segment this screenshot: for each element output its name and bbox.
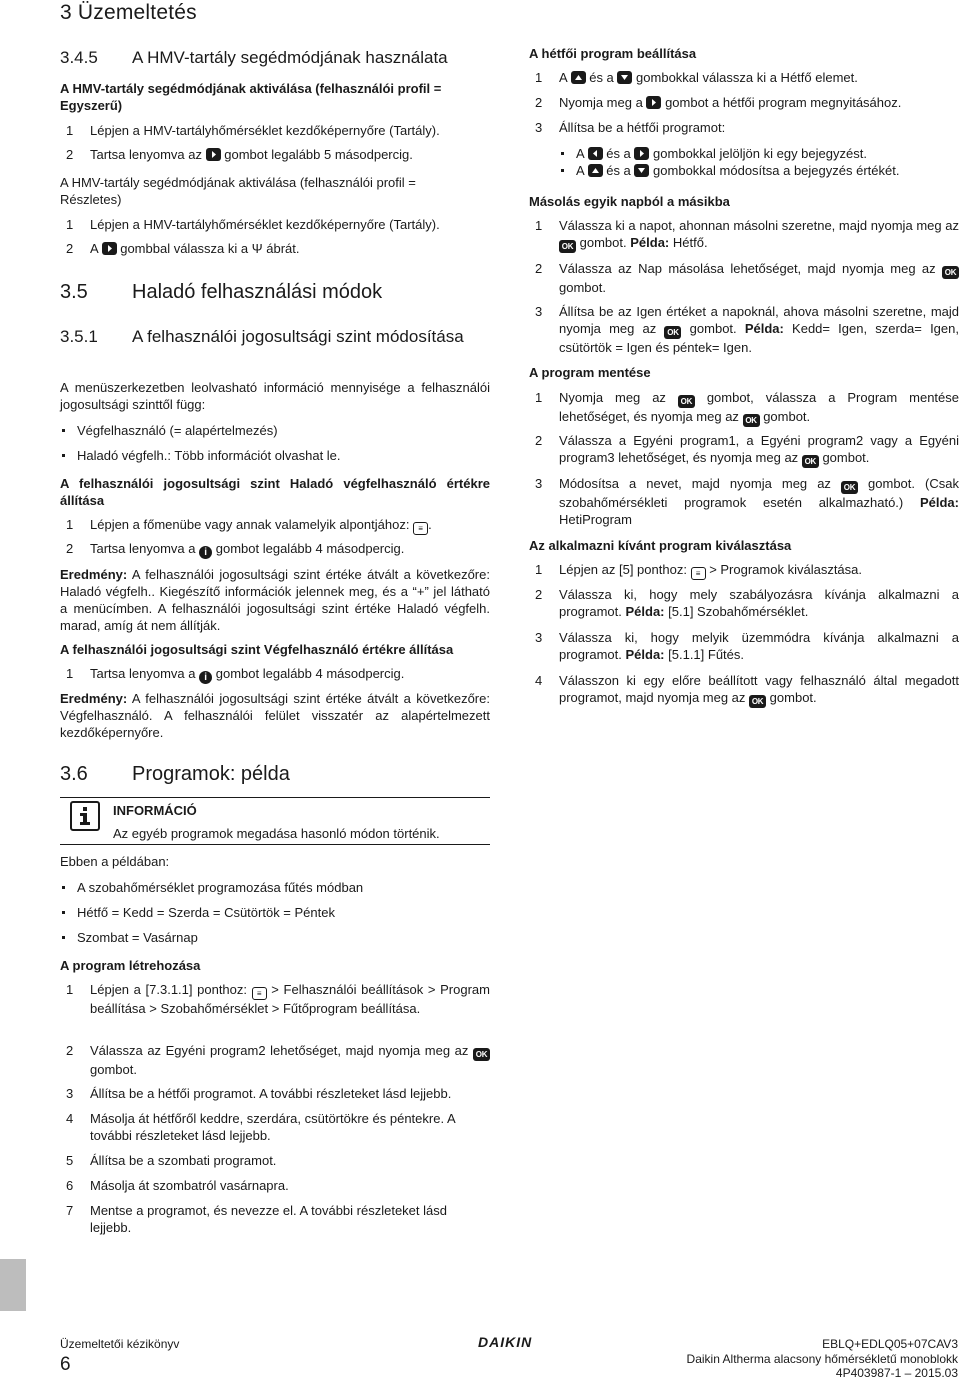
bullet-item: A szobahőmérséklet programozása fűtés módban [60,879,497,896]
step: 2 Válassza az Egyéni program2 lehetőséget, majd nyomja meg az OK gombot. [60,1042,490,1078]
step: 2 Tartsa lenyomva az gombot legalább 5 másodpercig. [66,147,413,162]
result-paragraph: Eredmény: A felhasználói jogosultsági szint értéke átvált a következőre: Végfelhasználó. A felhasználói felület visszatér az alapértelmezett kezdőképernyőre. [60,691,490,740]
step: 4 Válasszon ki egy előre beállított vagy felhasználó által megadott programot, majd nyomja meg az OK gombot. [535,673,959,706]
subheading: A hétfői program beállítása [529,46,697,61]
subheading: A program mentése [529,365,651,380]
subheading: A felhasználói jogosultsági szint Végfelhasználó értékre állítása [60,642,454,657]
subheading: A HMV-tartály segédmódjának aktiválása (felhasználói profil = Egyszerű) [60,81,442,113]
step: 3 Állítsa be az Igen értéket a napoknál, ahova másolni szeretne, majd nyomja meg az OK gombot. Példa: Kedd= Igen, szerda= Igen, csütörtök = Igen és péntek= Igen. [535,304,959,355]
subheading: A program létrehozása [60,958,201,973]
step: 2 Válassza ki, hogy mely szabályozásra kívánja alkalmazni a programot. Példa: [5.1] Szobahőmérséklet. [535,587,959,619]
step: 6 Másolja át szombatról vasárnapra. [66,1178,289,1193]
step: 1 Lépjen a HMV-tartályhőmérséklet kezdőképernyőre (Tartály). [66,217,440,232]
menu-icon: ≡ [252,987,267,1000]
section-heading-35: 3.5 Haladó felhasználási módok [60,281,383,303]
information-icon [70,801,100,831]
step: 2 Válassza az Nap másolása lehetőséget, majd nyomja meg az OK gombot. [529,260,959,296]
section-heading-345: 3.4.5 A HMV-tartály segédmódjának használata [60,48,448,67]
footer-code: 4P403987-1 – 2015.03 [835,1366,958,1380]
right-arrow-icon [634,147,649,160]
step: 5 Állítsa be a szombati programot. [66,1153,277,1168]
step: 3 Válassza ki, hogy melyik üzemmódra kívánja alkalmazni a programot. Példa: [5.1.1] Fűtés. [535,630,959,662]
step: 3 Állítsa be a hétfői programot. A további részleteket lásd lejjebb. [66,1086,452,1101]
ok-icon: OK [664,326,681,339]
info-icon: i [199,671,212,684]
bullet-item: Szombat = Vasárnap [60,929,497,946]
subheading: Az alkalmazni kívánt program kiválasztása [529,538,792,553]
info-title: INFORMÁCIÓ [113,803,197,818]
bullet-item: Hétfő = Kedd = Szerda = Csütörtök = Péntek [60,904,497,921]
step: 1 Lépjen a HMV-tartályhőmérséklet kezdőképernyőre (Tartály). [66,123,440,138]
result-paragraph: Eredmény: A felhasználói jogosultsági szint értéke átvált a következőre: Haladó végfelh.. Kiegészítő információk jelennek meg, és a “+” jel látható a menücímben. A felhasználói jogosultsági szint értéke Haladó végfelh. marad, amíg át nem állítják. [60,567,490,633]
step: 1 Nyomja meg az OK gombot, válassza a Program mentése lehetőséget, és nyomja meg az OK gombot. [535,390,959,425]
down-arrow-icon [634,164,649,177]
footer-product: Daikin Altherma alacsony hőmérsékletű monoblokk [686,1352,958,1366]
bullet-item: A és a gombokkal módosítsa a bejegyzés értékét. [559,162,960,179]
step: 1 Lépjen a főmenübe vagy annak valamelyik alpontjához: ≡ . [66,517,432,533]
ok-icon: OK [749,695,766,708]
ok-icon: OK [841,481,858,494]
step: 3 Módosítsa a nevet, majd nyomja meg az OK gombot. (Csak szobahőmérsékleti programok esetén alkalmazható.) Példa: HetiProgram [535,476,959,527]
step: 1 Lépjen a [7.3.1.1] ponthoz: ≡ > Felhasználói beállítások > Program beállítása > Szobahőmérséklet > Fűtőprogram beállítása. [66,982,490,1016]
step: 7 Mentse a programot, és nevezze el. A további részleteket lásd lejjebb. [66,1203,447,1235]
info-box-bottom-rule [60,844,490,845]
section-heading-351: 3.5.1 A felhasználói jogosultsági szint módosítása [60,327,464,346]
down-arrow-icon [617,71,632,84]
right-arrow-icon [206,148,221,161]
subheading: Másolás egyik napból a másikba [529,194,730,209]
ok-icon: OK [678,395,695,408]
ok-icon: OK [473,1048,490,1061]
info-box-top-rule [60,797,490,798]
ok-icon: OK [802,455,819,468]
up-arrow-icon [588,164,603,177]
bullet-item: Haladó végfelh.: Több információt olvashat le. [60,447,497,464]
daikin-logo: DAIKIN [478,1334,533,1350]
info-icon: i [199,546,212,559]
up-arrow-icon [571,71,586,84]
step: 2 Válassza a Egyéni program1, a Egyéni program2 vagy a Egyéni program3 lehetőséget, és nyomja meg az OK gombot. [535,433,959,466]
bullet-item: A és a gombokkal jelöljön ki egy bejegyzést. [559,145,960,162]
chapter-title: 3 Üzemeltetés [60,1,197,24]
page-edge-tab [0,1259,26,1311]
footer-model: EBLQ+EDLQ05+07CAV3 [822,1337,958,1351]
step: 1 Válassza ki a napot, ahonnan másolni szeretne, majd nyomja meg az OK gombot. Példa: Hétfő. [535,218,959,251]
menu-icon: ≡ [691,567,706,580]
left-arrow-icon [588,147,603,160]
right-arrow-icon [102,242,117,255]
footer-manual-title: Üzemeltetői kézikönyv [60,1337,180,1351]
paragraph: Ebben a példában: [60,854,170,869]
step: 1 Lépjen az [5] ponthoz: ≡ > Programok kiválasztása. [535,562,863,578]
bullet-item: Végfelhasználó (= alapértelmezés) [60,422,497,439]
info-text: Az egyéb programok megadása hasonló módon történik. [113,826,440,841]
step: 3 Állítsa be a hétfői programot: [535,120,726,135]
subheading: A felhasználói jogosultsági szint Haladó végfelhasználó értékre állítása [60,476,490,508]
right-arrow-icon [646,96,661,109]
tap-water-icon: Ψ [251,241,263,256]
menu-icon: ≡ [413,522,428,535]
page-number: 6 [60,1354,71,1375]
step: 4 Másolja át hétfőről keddre, szerdára, csütörtökre és péntekre. A további részleteket lásd lejjebb. [66,1111,455,1143]
step: 2 A gombbal válassza ki a Ψ ábrát. [66,241,300,256]
step: 1 Tartsa lenyomva a i gombot legalább 4 másodpercig. [66,666,405,683]
step: 1 A és a gombokkal válassza ki a Hétfő elemet. [535,70,858,85]
ok-icon: OK [942,266,959,279]
ok-icon: OK [743,414,760,427]
step: 2 Tartsa lenyomva a i gombot legalább 4 másodpercig. [66,541,405,558]
section-heading-36: 3.6 Programok: példa [60,763,290,785]
step: 2 Nyomja meg a gombot a hétfői program megnyitásához. [535,95,902,110]
subheading: A HMV-tartály segédmódjának aktiválása (felhasználói profil = Részletes) [60,175,416,207]
paragraph: A menüszerkezetben leolvasható információ mennyisége a felhasználói jogosultsági szinttől függ: [60,380,490,412]
ok-icon: OK [559,240,576,253]
